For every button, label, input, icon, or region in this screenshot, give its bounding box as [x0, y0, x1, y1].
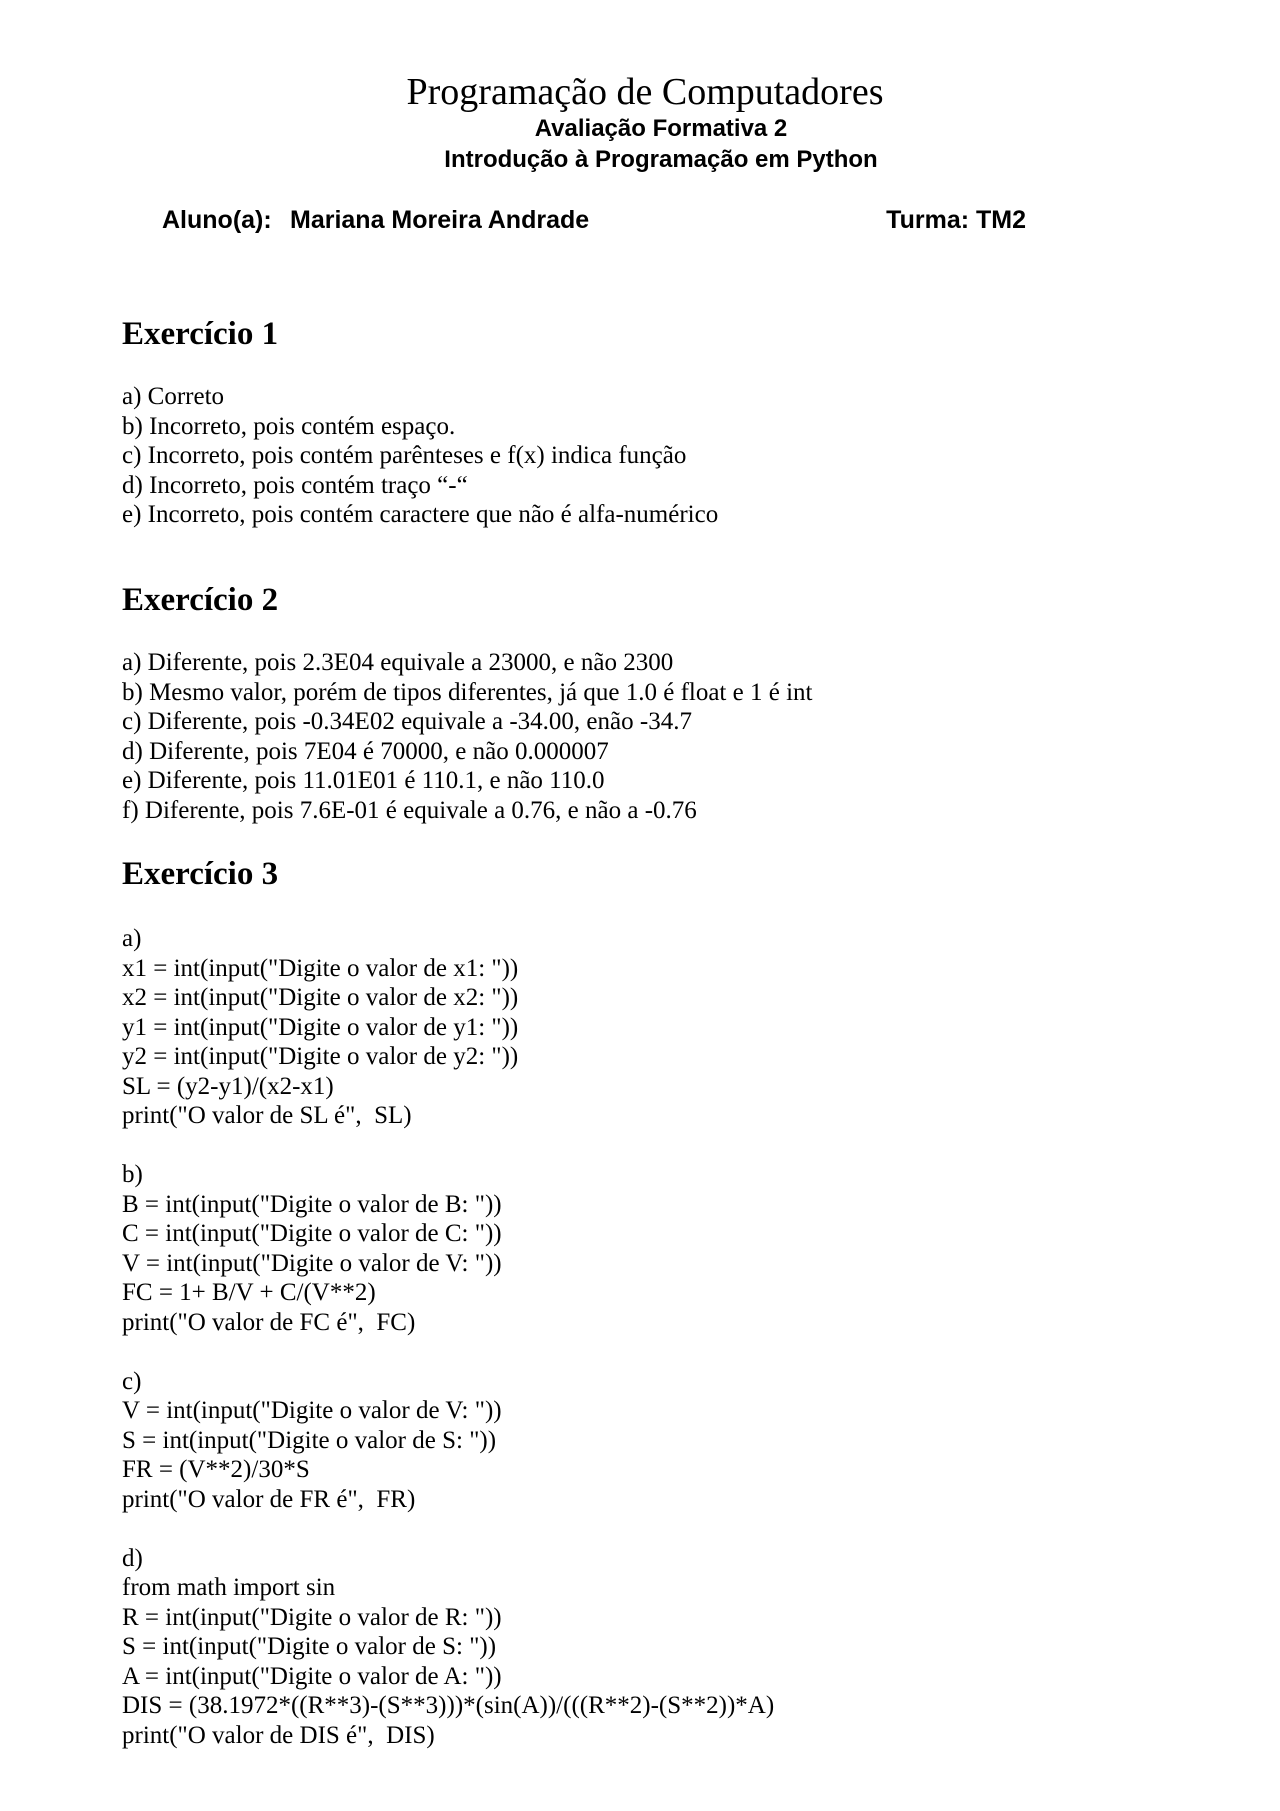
code-line: print("O valor de FR é", FR): [122, 1485, 416, 1513]
exercise-2-answers: [122, 648, 812, 825]
exercise-3-title: Exercício 3: [122, 856, 279, 892]
answer-line: e) Incorreto, pois contém caractere que não é alfa-numérico: [122, 501, 719, 528]
code-line: DIS = (38.1972*((R**3)-(S**3)))*(sin(A))/(((R**2)-(S**2))*A): [122, 1692, 775, 1719]
answer-line: d) Incorreto, pois contém traço “-“: [122, 471, 468, 499]
code-line: x1 = int(input("Digite o valor de x1: ")): [122, 954, 519, 982]
answer-line: c) Incorreto, pois contém parênteses e f(x) indica função: [122, 442, 687, 469]
code-line: FC = 1+ B/V + C/(V**2): [122, 1279, 376, 1306]
exercise-2-title: Exercício 2: [122, 582, 279, 618]
code-line: print("O valor de DIS é", DIS): [122, 1721, 435, 1749]
blank-line: [122, 1337, 774, 1367]
exercise-1-answers: [122, 382, 718, 530]
exercise-1-title: Exercício 1: [122, 316, 279, 352]
code-line: c): [122, 1367, 142, 1395]
answer-line: d) Diferente, pois 7E04 é 70000, e não 0.000007: [122, 737, 609, 765]
answer-line: a) Correto: [122, 383, 225, 410]
blank-line: [122, 1131, 774, 1161]
class-info: Turma: TM2: [886, 206, 1026, 234]
student-info-row: [162, 204, 1032, 236]
code-line: d): [122, 1544, 143, 1572]
answer-line: b) Incorreto, pois contém espaço.: [122, 412, 456, 440]
answer-line: a) Diferente, pois 2.3E04 equivale a 23000, e não 2300: [122, 649, 674, 676]
code-line: B = int(input("Digite o valor de B: ")): [122, 1190, 502, 1218]
answer-line: b) Mesmo valor, porém de tipos diferentes, já que 1.0 é float e 1 é int: [122, 678, 813, 706]
code-line: A = int(input("Digite o valor de A: ")): [122, 1662, 502, 1690]
code-line: from math import sin: [122, 1574, 336, 1601]
code-line: S = int(input("Digite o valor de S: ")): [122, 1426, 497, 1454]
code-line: x2 = int(input("Digite o valor de x2: ")): [122, 984, 519, 1011]
answer-line: e) Diferente, pois 11.01E01 é 110.1, e não 110.0: [122, 767, 605, 794]
code-line: b): [122, 1161, 143, 1188]
document-subtitle-assessment: Avaliação Formativa 2: [534, 115, 788, 142]
student-label: Aluno(a):: [162, 206, 272, 234]
code-line: print("O valor de SL é", SL): [122, 1102, 412, 1129]
code-line: S = int(input("Digite o valor de S: ")): [122, 1633, 497, 1660]
exercise-3-code: [122, 924, 774, 1750]
code-line: y2 = int(input("Digite o valor de y2: ")): [122, 1043, 519, 1070]
student-name: Mariana Moreira Andrade: [290, 206, 590, 234]
document-title: Programação de Computadores: [406, 71, 884, 113]
code-line: a): [122, 925, 142, 952]
code-line: C = int(input("Digite o valor de C: ")): [122, 1220, 502, 1247]
answer-line: c) Diferente, pois -0.34E02 equivale a -34.00, enão -34.7: [122, 708, 692, 735]
document-subtitle-course: Introdução à Programação em Python: [444, 146, 878, 173]
code-line: R = int(input("Digite o valor de R: ")): [122, 1603, 502, 1631]
code-line: print("O valor de FC é", FC): [122, 1308, 416, 1336]
code-line: V = int(input("Digite o valor de V: ")): [122, 1397, 502, 1424]
code-line: FR = (V**2)/30*S: [122, 1456, 310, 1483]
answer-line: f) Diferente, pois 7.6E-01 é equivale a 0.76, e não a -0.76: [122, 796, 697, 824]
blank-line: [122, 1514, 774, 1544]
code-line: SL = (y2-y1)/(x2-x1): [122, 1072, 334, 1100]
code-line: V = int(input("Digite o valor de V: ")): [122, 1249, 502, 1277]
code-line: y1 = int(input("Digite o valor de y1: ")): [122, 1013, 519, 1041]
